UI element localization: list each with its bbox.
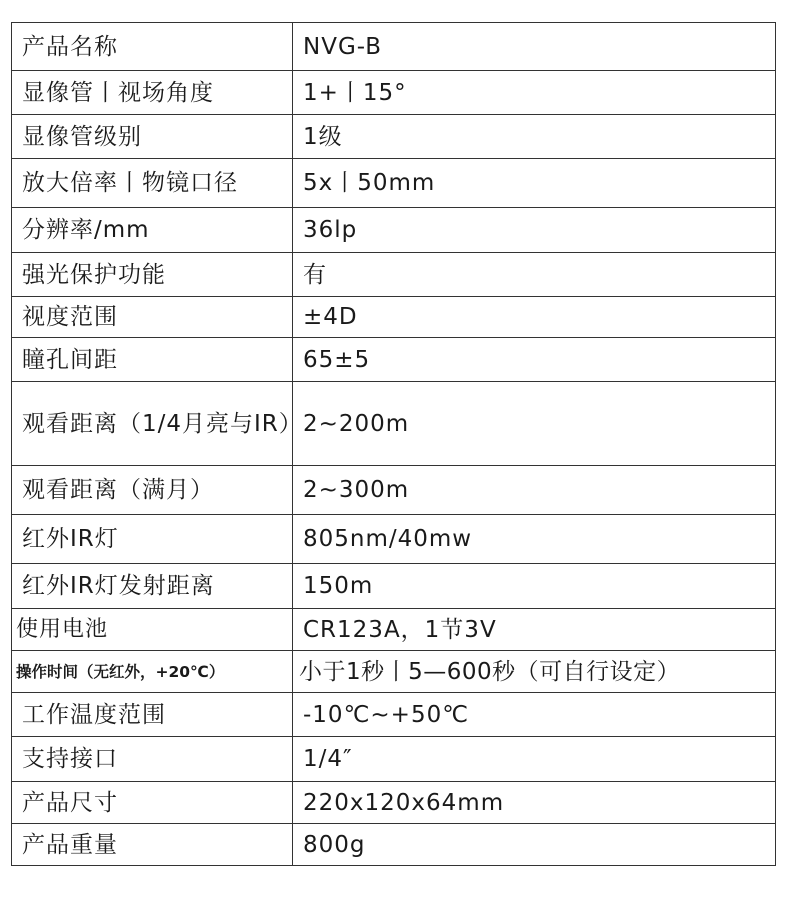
spec-label: 瞳孔间距 (12, 338, 293, 382)
spec-label: 操作时间（无红外，+20℃） (12, 651, 293, 693)
table-row (12, 382, 776, 466)
table-row (12, 71, 776, 115)
table-row (12, 466, 776, 515)
spec-value: NVG-B (293, 23, 776, 71)
table-row (12, 824, 776, 866)
spec-value: 150m (293, 564, 776, 609)
table-row (12, 253, 776, 297)
spec-value: 2~300m (293, 466, 776, 515)
spec-label: 红外IR灯发射距离 (12, 564, 293, 609)
table-row (12, 564, 776, 609)
spec-value: 1级 (293, 115, 776, 159)
spec-label: 显像管级别 (12, 115, 293, 159)
spec-label: 工作温度范围 (12, 693, 293, 737)
spec-table (11, 22, 776, 866)
spec-value: 2~200m (293, 382, 776, 466)
table-row (12, 609, 776, 651)
spec-value: 1+丨15° (293, 71, 776, 115)
spec-value: -10℃~+50℃ (293, 693, 776, 737)
spec-label: 分辨率/mm (12, 208, 293, 253)
table-row (12, 515, 776, 564)
spec-label: 红外IR灯 (12, 515, 293, 564)
spec-label: 产品重量 (12, 824, 293, 866)
spec-value: 65±5 (293, 338, 776, 382)
table-row (12, 651, 776, 693)
spec-value: 36lp (293, 208, 776, 253)
spec-value: 805nm/40mw (293, 515, 776, 564)
spec-value: 5x丨50mm (293, 159, 776, 208)
table-row (12, 159, 776, 208)
spec-label: 产品尺寸 (12, 782, 293, 824)
spec-label: 显像管丨视场角度 (12, 71, 293, 115)
spec-label: 使用电池 (12, 609, 293, 651)
table-row (12, 737, 776, 782)
spec-value: 800g (293, 824, 776, 866)
spec-value: ±4D (293, 297, 776, 338)
spec-value: 1/4″ (293, 737, 776, 782)
spec-value: 小于1秒丨5—600秒（可自行设定） (293, 651, 776, 693)
spec-value: 有 (293, 253, 776, 297)
table-row (12, 208, 776, 253)
spec-label: 观看距离（1/4月亮与IR） (12, 382, 293, 466)
spec-value: 220x120x64mm (293, 782, 776, 824)
spec-value: CR123A，1节3V (293, 609, 776, 651)
spec-label: 观看距离（满月） (12, 466, 293, 515)
table-row (12, 23, 776, 71)
table-row (12, 297, 776, 338)
spec-label: 放大倍率丨物镜口径 (12, 159, 293, 208)
table-row (12, 115, 776, 159)
spec-label: 强光保护功能 (12, 253, 293, 297)
spec-label: 支持接口 (12, 737, 293, 782)
table-row (12, 782, 776, 824)
table-row (12, 693, 776, 737)
table-row (12, 338, 776, 382)
spec-label: 产品名称 (12, 23, 293, 71)
spec-label: 视度范围 (12, 297, 293, 338)
